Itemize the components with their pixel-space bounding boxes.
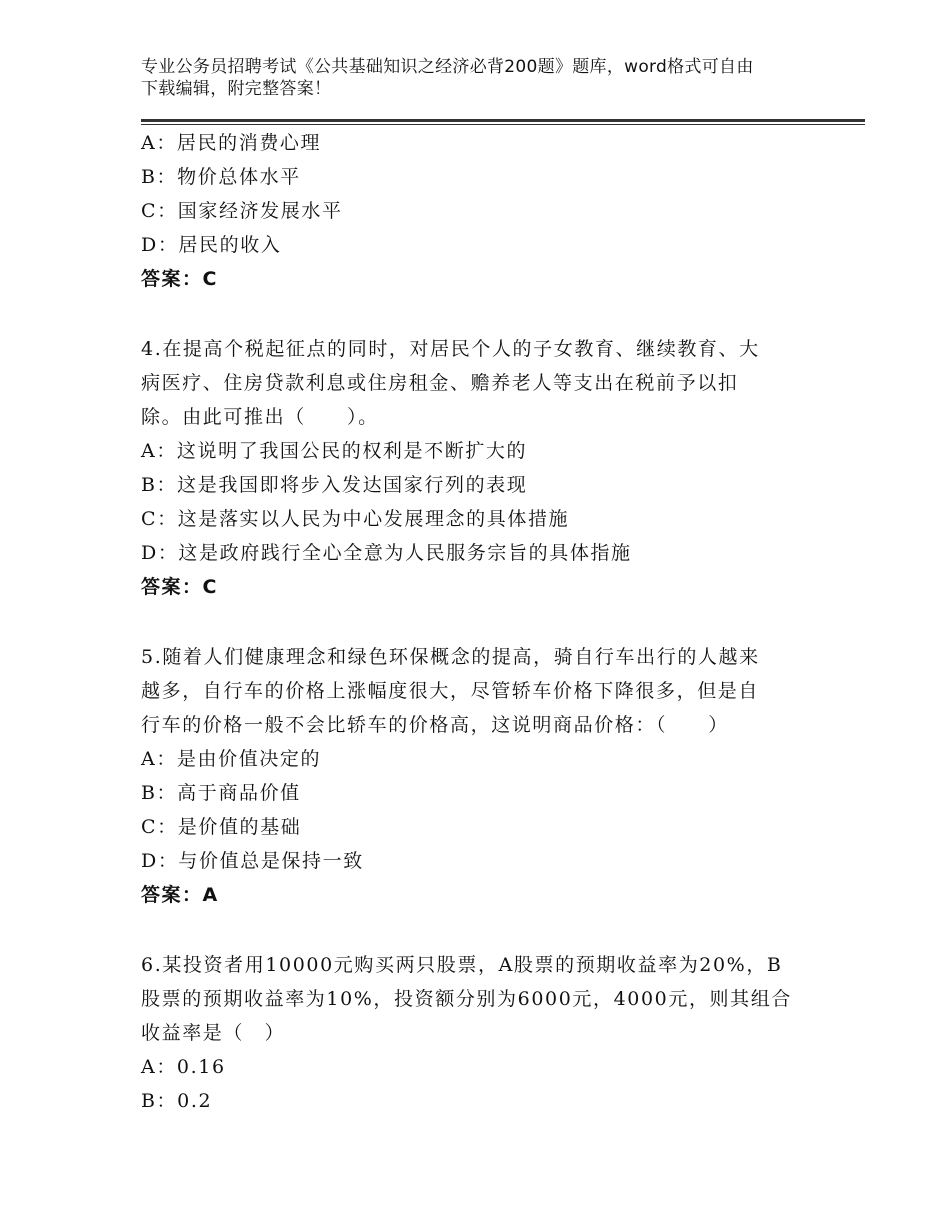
- option-b: B：高于商品价值: [141, 782, 301, 804]
- option-c: C：是价值的基础: [141, 816, 302, 838]
- question-stem-line: 行车的价格一般不会比轿车的价格高，这说明商品价格：（ ）: [141, 714, 729, 736]
- option-d: D：与价值总是保持一致: [141, 850, 364, 872]
- question-stem-line: 4.在提高个税起征点的同时，对居民个人的子女教育、继续教育、大: [141, 338, 760, 360]
- header-line-1: 专业公务员招聘考试《公共基础知识之经济必背200题》题库，word格式可自由: [141, 57, 754, 77]
- option-a: A：这说明了我国公民的权利是不断扩大的: [141, 440, 528, 462]
- question-3: [141, 126, 821, 296]
- question-5: [141, 640, 821, 912]
- question-stem-line: 病医疗、住房贷款利息或住房租金、赡养老人等支出在税前予以扣: [141, 372, 739, 394]
- question-stem-line: 收益率是（ ）: [141, 1022, 286, 1044]
- option-b: B：这是我国即将步入发达国家行列的表现: [141, 474, 528, 496]
- answer: 答案：C: [141, 576, 218, 598]
- answer: 答案：C: [141, 268, 218, 290]
- option-b: B：物价总体水平: [141, 166, 301, 188]
- question-stem-line: 6.某投资者用10000元购买两只股票，A股票的预期收益率为20%，B: [141, 954, 783, 976]
- question-stem-line: 5.随着人们健康理念和绿色环保概念的提高，骑自行车出行的人越来: [141, 646, 760, 668]
- option-a: A：居民的消费心理: [141, 132, 322, 154]
- option-d: D：这是政府践行全心全意为人民服务宗旨的具体指施: [141, 542, 632, 564]
- header-rule-thick: [141, 119, 865, 122]
- option-c: C：这是落实以人民为中心发展理念的具体措施: [141, 508, 570, 530]
- answer: 答案：A: [141, 884, 219, 906]
- header-line-2: 下载编辑，附完整答案！: [141, 79, 332, 99]
- question-stem-line: 股票的预期收益率为10%，投资额分别为6000元，4000元，则其组合: [141, 988, 792, 1010]
- option-a: A：是由价值决定的: [141, 748, 322, 770]
- page-header: [141, 56, 801, 100]
- question-stem-line: 除。由此可推出（ ）。: [141, 406, 379, 428]
- option-c: C：国家经济发展水平: [141, 200, 343, 222]
- question-stem-line: 越多，自行车的价格上涨幅度很大，尽管轿车价格下降很多，但是自: [141, 680, 760, 702]
- question-4: [141, 332, 821, 604]
- option-a: A：0.16: [141, 1056, 226, 1078]
- option-d: D：居民的收入: [141, 234, 282, 256]
- question-content: [141, 126, 821, 1118]
- header-rule-thin: [141, 124, 865, 125]
- question-6: [141, 948, 821, 1118]
- option-b: B：0.2: [141, 1090, 213, 1112]
